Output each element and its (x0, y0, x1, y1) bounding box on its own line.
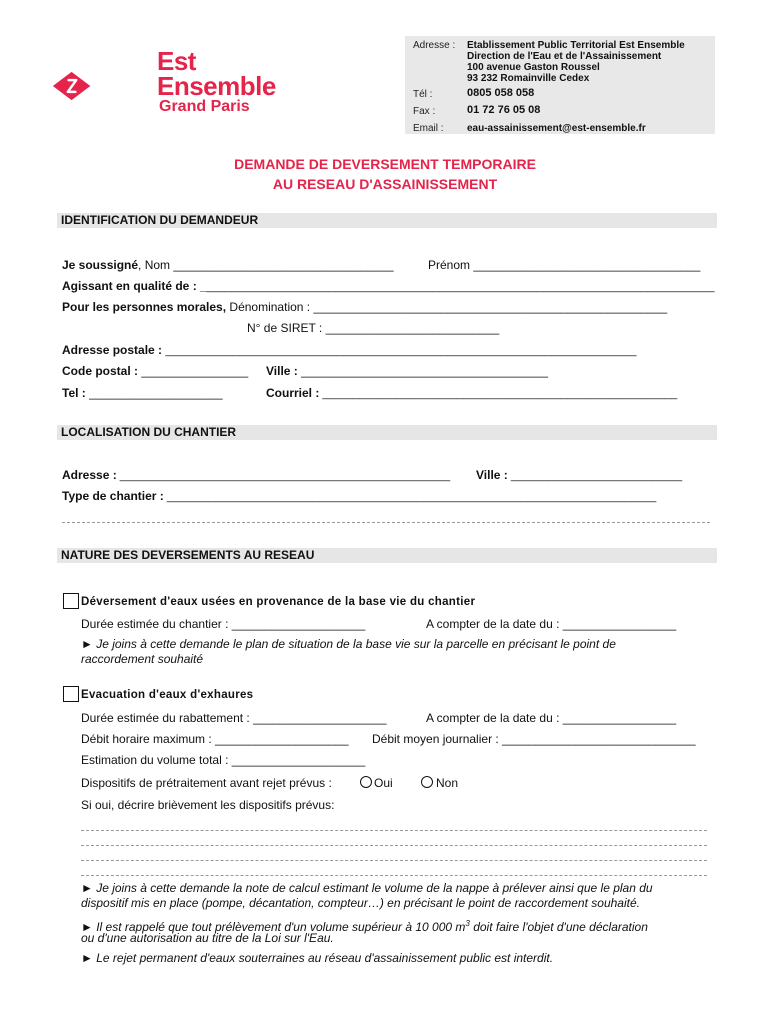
email-label: Email : (413, 123, 444, 134)
row-courriel (266, 386, 677, 401)
row-chantier-adresse (62, 468, 450, 483)
date-debut-2-field[interactable]: A compter de la date du : _________________ (426, 711, 677, 725)
chantier-ville-label: Ville : (476, 468, 508, 482)
qualite-label: Agissant en qualité de : _ (62, 279, 207, 293)
row-type-chantier (62, 489, 656, 504)
morales-label: Pour les personnes morales, (62, 300, 227, 314)
debit-moyen-field[interactable]: Débit moyen journalier : _____________________________ (372, 732, 696, 746)
decrire-label: Si oui, décrire brièvement les dispositifs prévus: (81, 798, 335, 812)
chantier-ville-field[interactable]: ____________________________ (507, 470, 683, 482)
chantier-adresse-field[interactable]: ______________________________________________________ (116, 470, 451, 482)
date-debut-1-field[interactable]: A compter de la date du : _________________ (426, 617, 677, 631)
address-line-4: 93 232 Romainville Cedex (467, 73, 590, 84)
est-ensemble-logo (52, 50, 152, 122)
note-plan-situation-line2: raccordement souhaité (81, 652, 204, 666)
option-eaux-usees-label: Déversement d'eaux usées en provenance de la base vie du chantier (81, 596, 476, 608)
tel-field-label: Tel : (62, 386, 86, 400)
address-line-3: 100 avenue Gaston Roussel (467, 62, 600, 73)
siret-field[interactable]: N° de SIRET : __________________________ (247, 321, 500, 335)
denomination-field[interactable]: Dénomination : _____________________________________________________ (229, 300, 668, 314)
note-interdiction: ► Le rejet permanent d'eaux souterraines au réseau d'assainissement public est interdit. (81, 951, 554, 965)
fax-value: 01 72 76 05 08 (467, 104, 541, 116)
row-qualite (62, 279, 714, 294)
pretraitement-label: Dispositifs de prétraitement avant rejet prévus : (81, 776, 332, 790)
logo-line3: Grand Paris (159, 98, 250, 115)
row-nom (62, 258, 394, 272)
address-line-1: Etablissement Public Territorial Est Ensemble (467, 40, 685, 51)
note-declaration-part1: ► Il est rappelé que tout prélèvement d'un volume supérieur à 10 000 m (81, 920, 466, 934)
checkbox-exhaures[interactable] (63, 686, 79, 702)
note-plan-situation-line1: ► Je joins à cette demande le plan de situation de la base vie sur la parcelle en précisant le point de (81, 637, 616, 651)
option-exhaures-label: Evacuation d'eaux d'exhaures (81, 689, 254, 701)
soussigne-label: Je soussigné (62, 258, 139, 272)
dispositifs-line-3[interactable] (81, 860, 707, 861)
type-chantier-label: Type de chantier : (62, 489, 164, 503)
duree-rabattement-field[interactable]: Durée estimée du rabattement : ____________________ (81, 711, 387, 725)
logo-line2: Ensemble (157, 71, 276, 101)
courriel-field[interactable]: __________________________________________________________ (319, 388, 678, 400)
note-declaration-sup: 3 (465, 919, 470, 928)
address-line-2: Direction de l'Eau et de l'Assainissement (467, 51, 662, 62)
form-title-line1: DEMANDE DE DEVERSEMENT TEMPORAIRE (234, 156, 536, 172)
radio-non[interactable] (421, 776, 433, 788)
debit-max-field[interactable]: Débit horaire maximum : ____________________ (81, 732, 349, 746)
address-label: Adresse : (413, 40, 456, 51)
note-calcul-line2: dispositif mis en place (pompe, décantation, compteur…) en précisant le point de raccordement souhaité. (81, 896, 640, 910)
radio-oui[interactable] (360, 776, 372, 788)
adresse-postale-field[interactable]: _____________________________________________________________________________ (165, 345, 637, 357)
cp-label: Code postal : (62, 364, 139, 378)
volume-total-field[interactable]: Estimation du volume total : ____________________ (81, 753, 366, 767)
section-nature-heading: NATURE DES DEVERSEMENTS AU RESEAU (57, 548, 717, 563)
ville-field[interactable]: _____________________________________ (297, 364, 549, 378)
chantier-adresse-label: Adresse : (62, 468, 117, 482)
tel-field[interactable]: ____________________ (85, 386, 223, 400)
radio-oui-label: Oui (374, 776, 393, 790)
type-chantier-line-2[interactable] (62, 522, 710, 523)
nom-field[interactable]: , Nom _________________________________ (138, 258, 394, 272)
fax-label: Fax : (413, 106, 436, 117)
prenom-field[interactable]: Prénom __________________________________ (428, 258, 701, 272)
tel-label: Tél : (413, 89, 433, 100)
dispositifs-line-2[interactable] (81, 845, 707, 846)
checkbox-eaux-usees[interactable] (63, 593, 79, 609)
duree-chantier-field[interactable]: Durée estimée du chantier : ____________________ (81, 617, 366, 631)
qualite-field[interactable]: ___________________________________________________________________________________ (206, 281, 715, 293)
email-value: eau-assainissement@est-ensemble.fr (467, 123, 646, 134)
note-declaration-part2: doit faire l'objet d'une déclaration (469, 920, 648, 934)
dispositifs-line-1[interactable] (81, 830, 707, 831)
type-chantier-field[interactable]: ________________________________________________________________________________ (163, 491, 657, 503)
row-chantier-ville (476, 468, 682, 483)
row-tel (62, 386, 223, 400)
courriel-label: Courriel : (266, 386, 320, 400)
cp-field[interactable]: ________________ (138, 364, 249, 378)
row-adresse (62, 343, 636, 358)
ville-label: Ville : (266, 364, 298, 378)
note-declaration-line2: ou d'une autorisation au titre de la Loi sur l'Eau. (81, 931, 334, 945)
adresse-postale-label: Adresse postale : (62, 343, 163, 357)
section-localisation-heading: LOCALISATION DU CHANTIER (57, 425, 717, 440)
logo-line1: Est (157, 46, 196, 76)
form-title-line2: AU RESEAU D'ASSAINISSEMENT (272, 176, 498, 192)
row-ville (266, 364, 548, 378)
radio-non-label: Non (436, 776, 459, 790)
tel-value: 0805 058 058 (467, 87, 535, 99)
note-calcul-line1: ► Je joins à cette demande la note de calcul estimant le volume de la nappe à prélever ainsi que le plan du (81, 881, 653, 895)
row-denomination (62, 300, 667, 314)
section-identification-heading: IDENTIFICATION DU DEMANDEUR (57, 213, 717, 228)
row-cp (62, 364, 248, 378)
dispositifs-line-4[interactable] (81, 875, 707, 876)
